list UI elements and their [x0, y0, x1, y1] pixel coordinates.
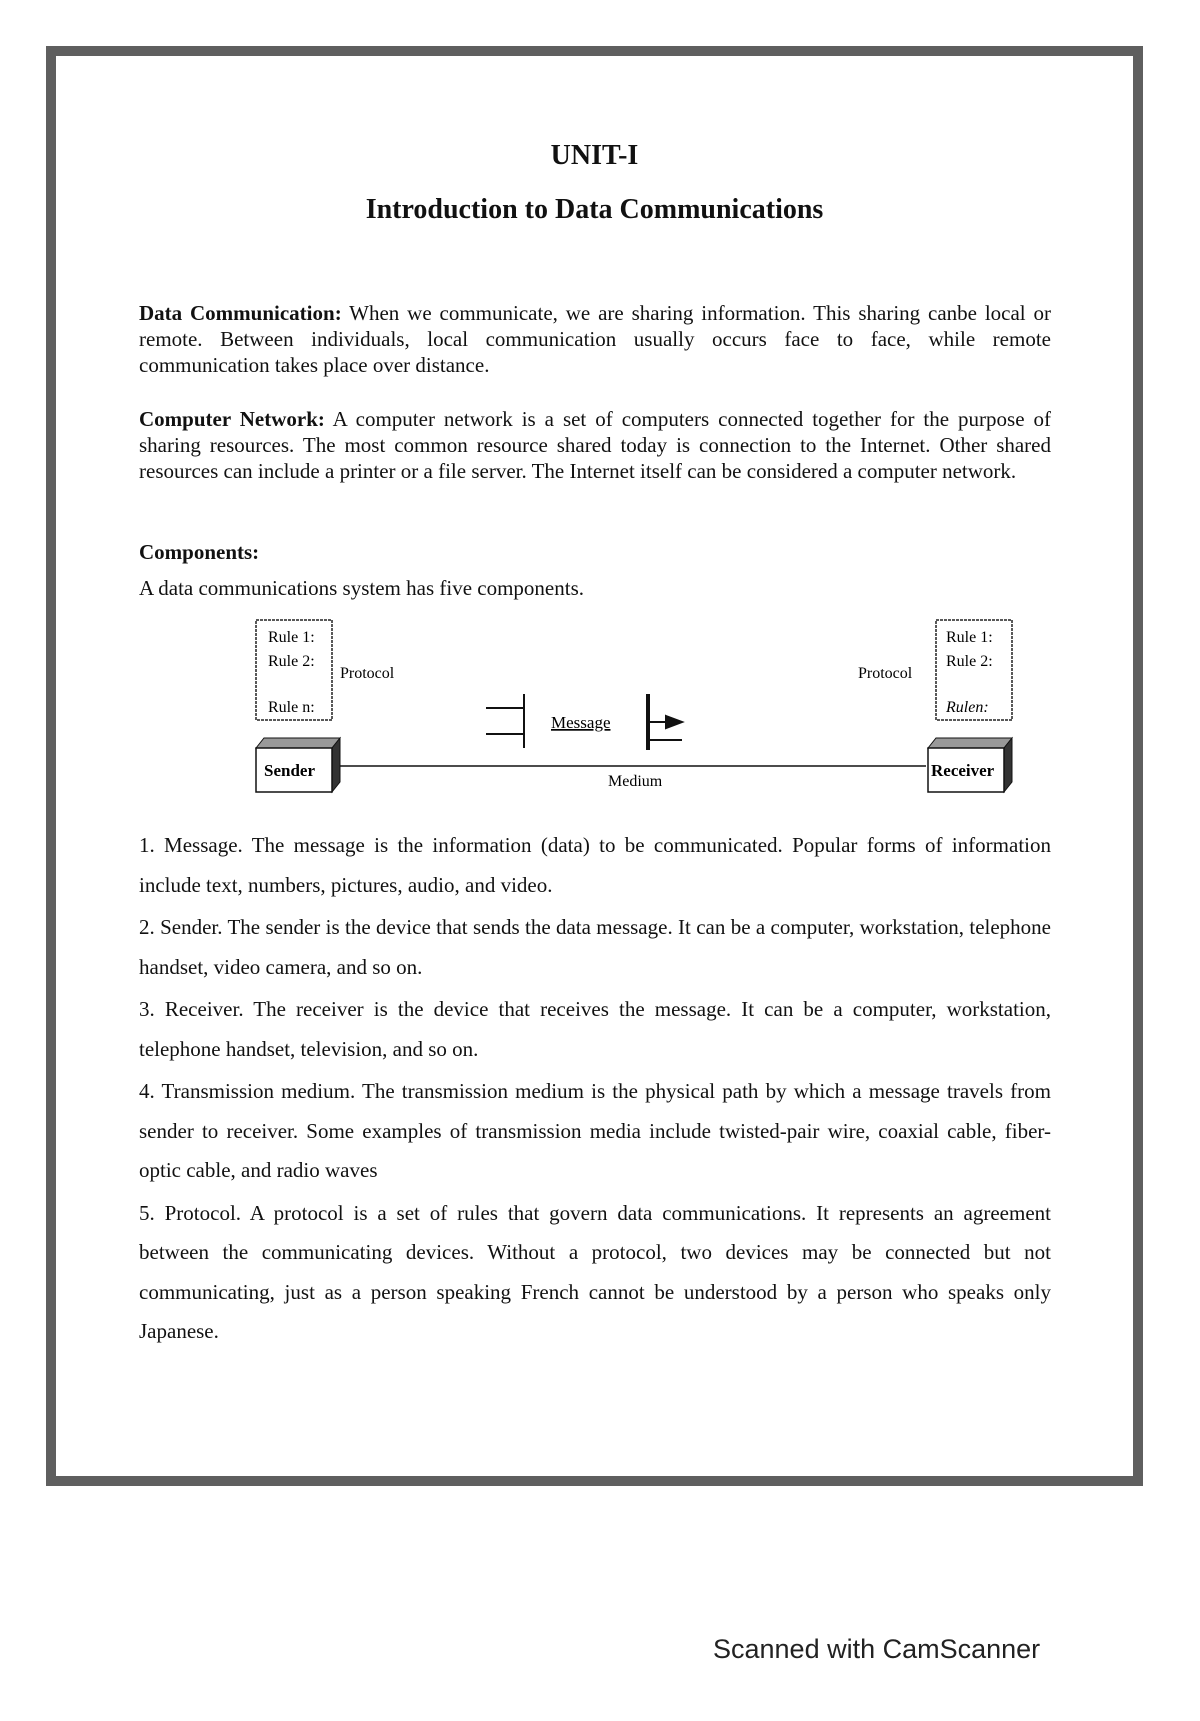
- receiver-rule-n: Rulen:: [946, 699, 989, 716]
- computer-network-term: Computer Network:: [139, 407, 325, 431]
- computer-network-paragraph: [139, 406, 1051, 484]
- scanner-watermark: Scanned with CamScanner: [713, 1634, 1041, 1664]
- sender-label: Sender: [264, 761, 315, 780]
- page-frame: [46, 46, 1143, 1486]
- receiver-rule-2: Rule 2:: [946, 653, 993, 670]
- components-intro: A data communications system has five components.: [139, 576, 584, 600]
- list-item: 4. Transmission medium. The transmission medium is the physical path by which a message travels from sender to receiver. Some examples of transmission media include twisted-pair wire, coaxial cable, fiber-optic cable, and radio waves: [139, 1079, 1051, 1182]
- components-diagram: [246, 616, 1026, 796]
- medium-label: Medium: [608, 773, 663, 790]
- data-communication-paragraph: [139, 300, 1051, 378]
- computer-network-text: A computer network is a set of computers connected together for the purpose of sharing resources. The most common resource shared today is connection to the Internet. Other shared resources can include a printer or a file server. The Internet itself can be considered a computer network.: [139, 407, 1051, 483]
- components-list: [139, 826, 1051, 1355]
- list-item: 5. Protocol. A protocol is a set of rules that govern data communications. It represents an agreement between the communicating devices. Without a protocol, two devices may be connected but not communicating, just as a person speaking French cannot be understood by a person who speaks only Japanese.: [139, 1200, 1051, 1343]
- sender-rule-n: Rule n:: [268, 699, 315, 716]
- receiver-label: Receiver: [931, 761, 995, 780]
- data-communication-text: When we communicate, we are sharing information. This sharing canbe local or remote. Between individuals, local communication usually occurs face to face, while remote communication takes place over distance.: [139, 301, 1051, 377]
- receiver-rule-1: Rule 1:: [946, 629, 993, 646]
- sender-rule-2: Rule 2:: [268, 653, 315, 670]
- protocol-label-left: Protocol: [340, 665, 395, 682]
- message-left-symbol: [486, 694, 524, 748]
- sender-rule-1: Rule 1:: [268, 629, 315, 646]
- list-item: 3. Receiver. The receiver is the device that receives the message. It can be a computer, workstation, telephone handset, television, and so on.: [139, 997, 1051, 1061]
- message-label: Message: [551, 713, 611, 732]
- list-item: 1. Message. The message is the information (data) to be communicated. Popular forms of information include text, numbers, pictures, audio, and video.: [139, 833, 1051, 897]
- data-communication-term: Data Communication:: [139, 301, 342, 325]
- list-item: 2. Sender. The sender is the device that sends the data message. It can be a computer, workstation, telephone handset, video camera, and so on.: [139, 915, 1051, 979]
- protocol-label-right: Protocol: [858, 665, 913, 682]
- page-title: Introduction to Data Communications: [365, 194, 824, 225]
- unit-heading: UNIT-I: [550, 140, 639, 171]
- message-arrow-icon: [648, 694, 682, 750]
- components-heading: Components:: [139, 540, 260, 564]
